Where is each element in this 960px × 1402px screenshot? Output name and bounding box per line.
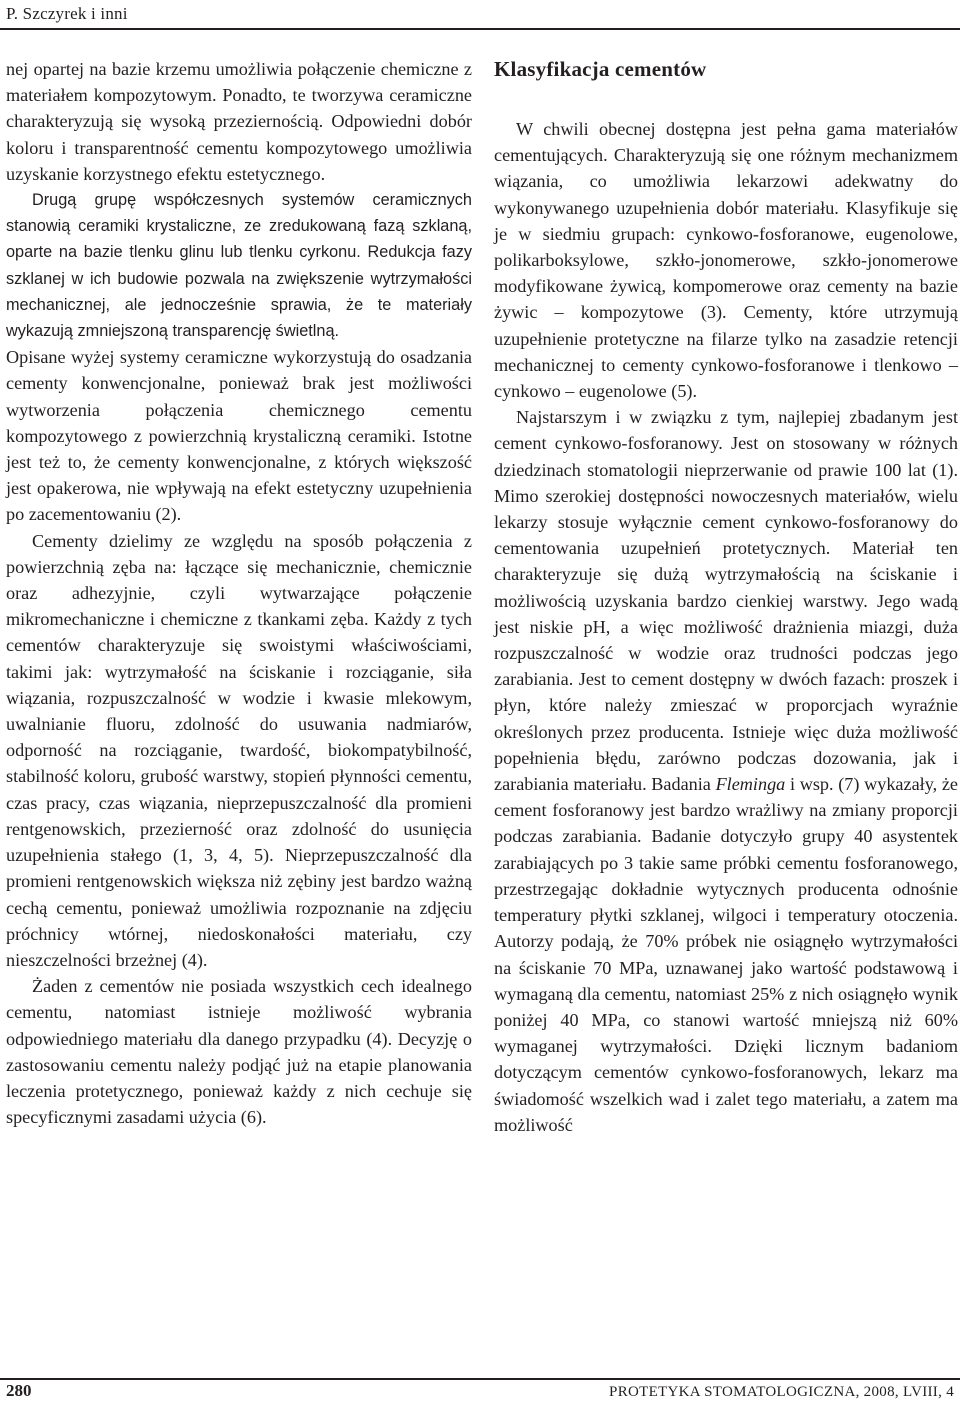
paragraph-cement-choice: Żaden z cementów nie posiada wszystkich cech idealnego cementu, natomiast istnieje możliwość wybrania odpowiedniego materiału dla danego przypadku (4). Decyzję o zastosowaniu cementu należy podjąć już na etapie planowania leczenia protetycznego, ponieważ każdy z nich cechuje się specyficznymi zasadami użycia (6). [6,976,472,1128]
section-title: Klasyfikacja cementów [494,57,707,81]
author-name-italic: Fleminga [715,774,786,795]
paragraph-crystalline-ceramics: Drugą grupę współczesnych systemów ceramicznych stanowią ceramiki krystaliczne, ze zredukowaną fazą szklaną, oparte na bazie tlenku glinu lub tlenku cyrkonu. Redukcja fazy szklanej w ich budowie pozwala na zwiększenie wytrzymałości mechanicznej, ale jednocześnie sprawia, że te materiały wykazują zmniejszoną transparencję świetlną. [6,191,472,341]
paragraph-continuation: nej opartej na bazie krzemu umożliwia połączenie chemiczne z materiałem kompozytowym. Ponadto, te tworzywa ceramiczne charakteryzują się wysoką przeziernością. Odpowiedni dobór koloru i transparentność cementu kompozytowego umożliwia uzyskanie korzystnego efektu estetycznego. [6,59,472,184]
paragraph-zinc-phosphate-part2: i wsp. (7) wykazały, że cement fosforanowy jest bardzo wrażliwy na zmiany proporcji podczas zarabiania. Badanie dotyczyło grupy 40 asystentek zarabiających po 3 takie same próbki cementu fosforanowego, przestrzegając dokładnie wytycznych producenta odnośnie temperatury płytki szklanej, wilgoci i temperatury otoczenia. Autorzy podają, że 70% próbek nie osiągnęło wytrzymałości na ściskanie 70 MPa, uznawanej jako wartość podstawową i wymaganą dla cementu, natomiast 25% z nich osiągnęło wynik poniżej 40 MPa, co stanowi wartość mniejszą niż 60% wymaganej wytrzymałości. Dzięki licznym badaniom dotyczącym cementów cynkowo-fosforanowych, lekarz ma świadomość wszelkich wad i zalet tego materiału, a zatem ma możliwość [494,774,958,1135]
page-number: 280 [6,1381,32,1400]
paragraph-cement-division: Cementy dzielimy ze względu na sposób połączenia z powierzchnią zęba na: łączące się mechanicznie, chemicznie oraz adhezyjnie, czyli wytwarzające połączenie mikromechaniczne i chemiczne z tkankami zęba. Każdy z tych cementów charakteryzuje się swoistymi właściwościami, takimi jak: wytrzymałość na ściskanie i rozciąganie, siła wiązania, rozpuszczalność w wodzie i kwasie mlekowym, uwalnianie fluoru, zdolność do usuwania nadmiarów, odporność na rozciąganie, twardość, biokompatybilność, stabilność koloru, grubość warstwy, stopień płynności cementu, czas pracy, czas wiązania, nieprzepuszczalność dla promieni rentgenowskich, przezierność oraz zdolność do usunięcia uzupełnienia stałego (1, 3, 4, 5). Nieprzepuszczalność dla promieni rentgenowskich większa niż zębiny jest bardzo ważną cechą cementu, ponieważ umożliwia rozpoznanie na zdjęciu próchnicy wtórnej, niedoskonałości materiału, czy nieszczelności brzeżnej (4). [6,530,472,970]
paragraph-conventional-cements: Opisane wyżej systemy ceramiczne wykorzystują do osadzania cementy konwencjonalne, ponieważ brak jest możliwości wytworzenia połączenia chemicznego cementu kompozytowego z powierzchnią krystaliczną ceramiki. Istotne jest też to, że cementy konwencjonalne, z których większość jest opakerowa, nie wpływają na efekt estetyczny uzupełnienia po zacementowaniu (2). [6,347,472,525]
paragraph-classification: W chwili obecnej dostępna jest pełna gama materiałów cementujących. Charakteryzują się one różnym mechanizmem wiązania, co umożliwia lekarzowi adekwatny do wykonywanego uzupełnienia dobór materiału. Klasyfikuje się je w siedmiu grupach: cynkowo-fosforanowe, eugenolowe, polikarboksylowe, szkło-jonomerowe, szkło-jonomerowe modyfikowane żywicą, kompomerowe oraz cementy na bazie żywic – kompozytowe (3). Cementy, które utrzymują uzupełnienie protetyczne na filarze tylko na zasadzie retencji mechanicznej to cementy cynkowo-fosforanowe i tlenkowo – cynkowo – eugenolowe (5). [494,119,958,402]
footer-rule [0,1378,960,1380]
running-title: P. Szczyrek i inni [6,4,128,23]
right-column [494,56,958,1138]
paragraph-zinc-phosphate [494,404,958,1138]
left-column [6,56,472,1130]
journal-reference: PROTETYKA STOMATOLOGICZNA, 2008, LVIII, 4 [609,1384,954,1400]
header-rule [0,28,960,30]
paragraph-zinc-phosphate-part1: Najstarszym i w związku z tym, najlepiej zbadanym jest cement cynkowo-fosforanowy. Jest on stosowany w różnych dziedzinach stomatologii nieprzerwanie od prawie 100 lat (1). Mimo szerokiej dostępności nowoczesnych materiałów, wielu lekarzy stosuje wyłącznie cement cynkowo-fosforanowy do cementowania uzupełnień protetycznych. Materiał ten charakteryzuje się dużą wytrzymałością na ściskanie i możliwością uzyskania bardzo cienkiej warstwy. Jego wadą jest niskie pH, a więc możliwość drażnienia miazgi, duża rozpuszczalność w wodzie oraz trudności podczas jego zarabiania. Jest to cement dostępny w dwóch fazach: proszek i płyn, które należy zmieszać w proporcjach wyraźnie określonych przez producenta. Istnieje więc duża możliwość popełnienia błędu, zarówno podczas dozowania, jak i zarabiania materiału. Badania [494,407,958,795]
